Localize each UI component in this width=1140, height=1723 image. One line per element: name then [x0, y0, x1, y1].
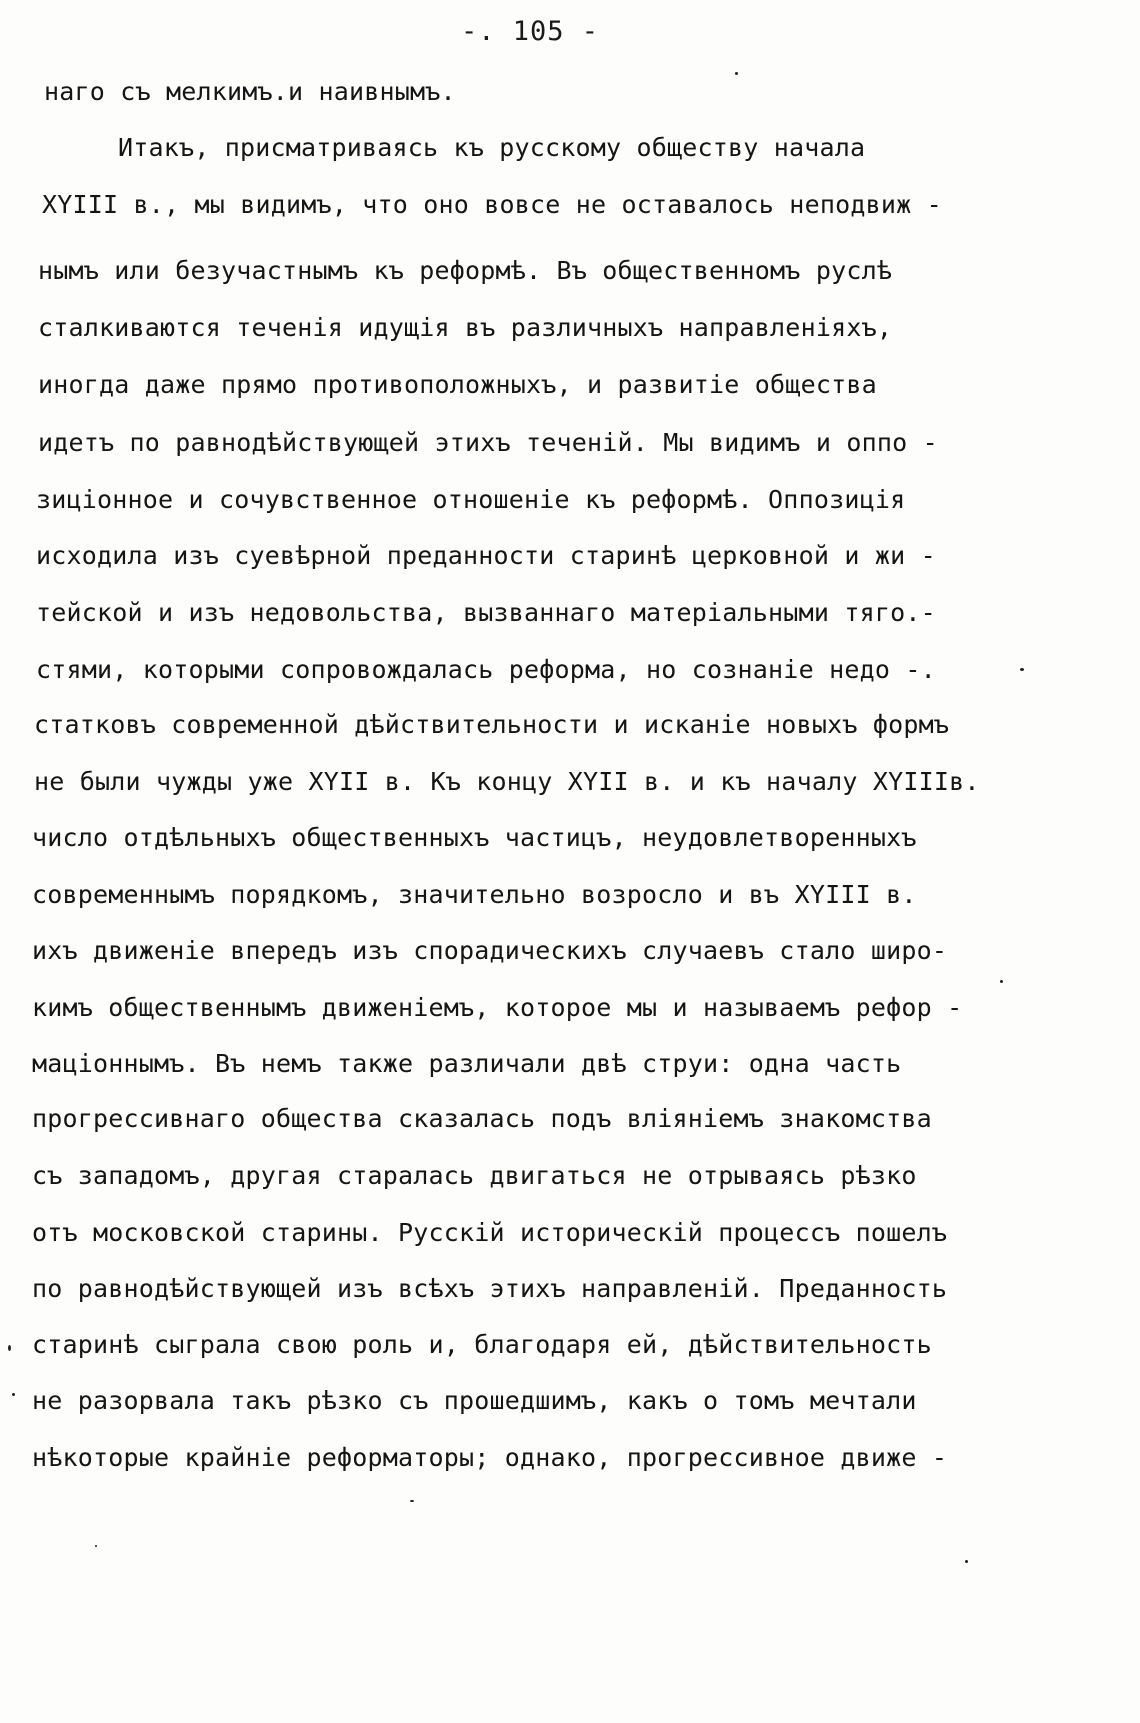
text-line: сталкиваются теченія идущія въ различныхъ направленіяхъ,: [38, 313, 893, 342]
text-line: отъ московской старины. Русскій историческій процессъ пошелъ: [32, 1218, 948, 1247]
scan-speck: [12, 1393, 15, 1396]
text-line: Итакъ, присматриваясь къ русскому обществу начала: [118, 133, 866, 162]
text-line: не были чужды уже XYII в. Къ концу XYII в. и къ началу XYIIIв.: [34, 767, 980, 796]
text-line: современнымъ порядкомъ, значительно возросло и въ XYIII в.: [32, 880, 917, 909]
text-line: зиціонное и сочувственное отношеніе къ реформѣ. Оппозиція: [36, 485, 906, 514]
text-line: стями, которыми сопровождалась реформа, но сознаніе недо -.: [36, 655, 936, 684]
text-line: съ западомъ, другая старалась двигаться не отрываясь рѣзко: [32, 1161, 917, 1190]
scan-speck: [1020, 668, 1024, 671]
scan-speck: [410, 1500, 414, 1502]
text-line: нѣкоторые крайніе реформаторы; однако, прогрессивное движе -: [32, 1443, 948, 1472]
text-line: маціоннымъ. Въ немъ также различали двѣ струи: одна часть: [32, 1049, 902, 1078]
text-line: кимъ общественнымъ движеніемъ, которое мы и называемъ рефор -: [32, 993, 963, 1022]
text-line: наго съ мелкимъ.и наивнымъ.: [44, 77, 456, 106]
text-line: старинѣ сыграла свою роль и, благодаря ей, дѣйствительность: [32, 1330, 932, 1359]
page-number: -. 105 -: [460, 16, 600, 47]
text-line: идетъ по равнодѣйствующей этихъ теченій. Мы видимъ и оппо -: [38, 428, 938, 457]
text-line: иногда даже прямо противоположныхъ, и развитіе общества: [38, 370, 877, 399]
text-line: тейской и изъ недовольства, вызваннаго матеріальными тяго.-: [36, 598, 936, 627]
text-line: статковъ современной дѣйствительности и исканіе новыхъ формъ: [34, 710, 950, 739]
text-line: не разорвала такъ рѣзко съ прошедшимъ, какъ о томъ мечтали: [32, 1386, 917, 1415]
scan-speck: [1000, 980, 1003, 983]
text-line: число отдѣльныхъ общественныхъ частицъ, неудовлетворенныхъ: [32, 823, 917, 852]
text-line: нымъ или безучастнымъ къ реформѣ. Въ общественномъ руслѣ: [38, 256, 893, 285]
scan-speck: [95, 1545, 97, 1547]
text-line: по равнодѣйствующей изъ всѣхъ этихъ направленій. Преданность: [32, 1274, 948, 1303]
scan-speck: [735, 72, 738, 75]
scan-speck: [965, 1560, 968, 1563]
text-line: XYIII в., мы видимъ, что оно вовсе не оставалось неподвиж -: [42, 190, 942, 219]
text-line: прогрессивнаго общества сказалась подъ вліяніемъ знакомства: [32, 1104, 932, 1133]
text-line: исходила изъ суевѣрной преданности старинѣ церковной и жи -: [36, 541, 936, 570]
scan-speck: [8, 1345, 11, 1351]
text-line: ихъ движеніе впередъ изъ спорадическихъ случаевъ стало широ-: [32, 936, 948, 965]
